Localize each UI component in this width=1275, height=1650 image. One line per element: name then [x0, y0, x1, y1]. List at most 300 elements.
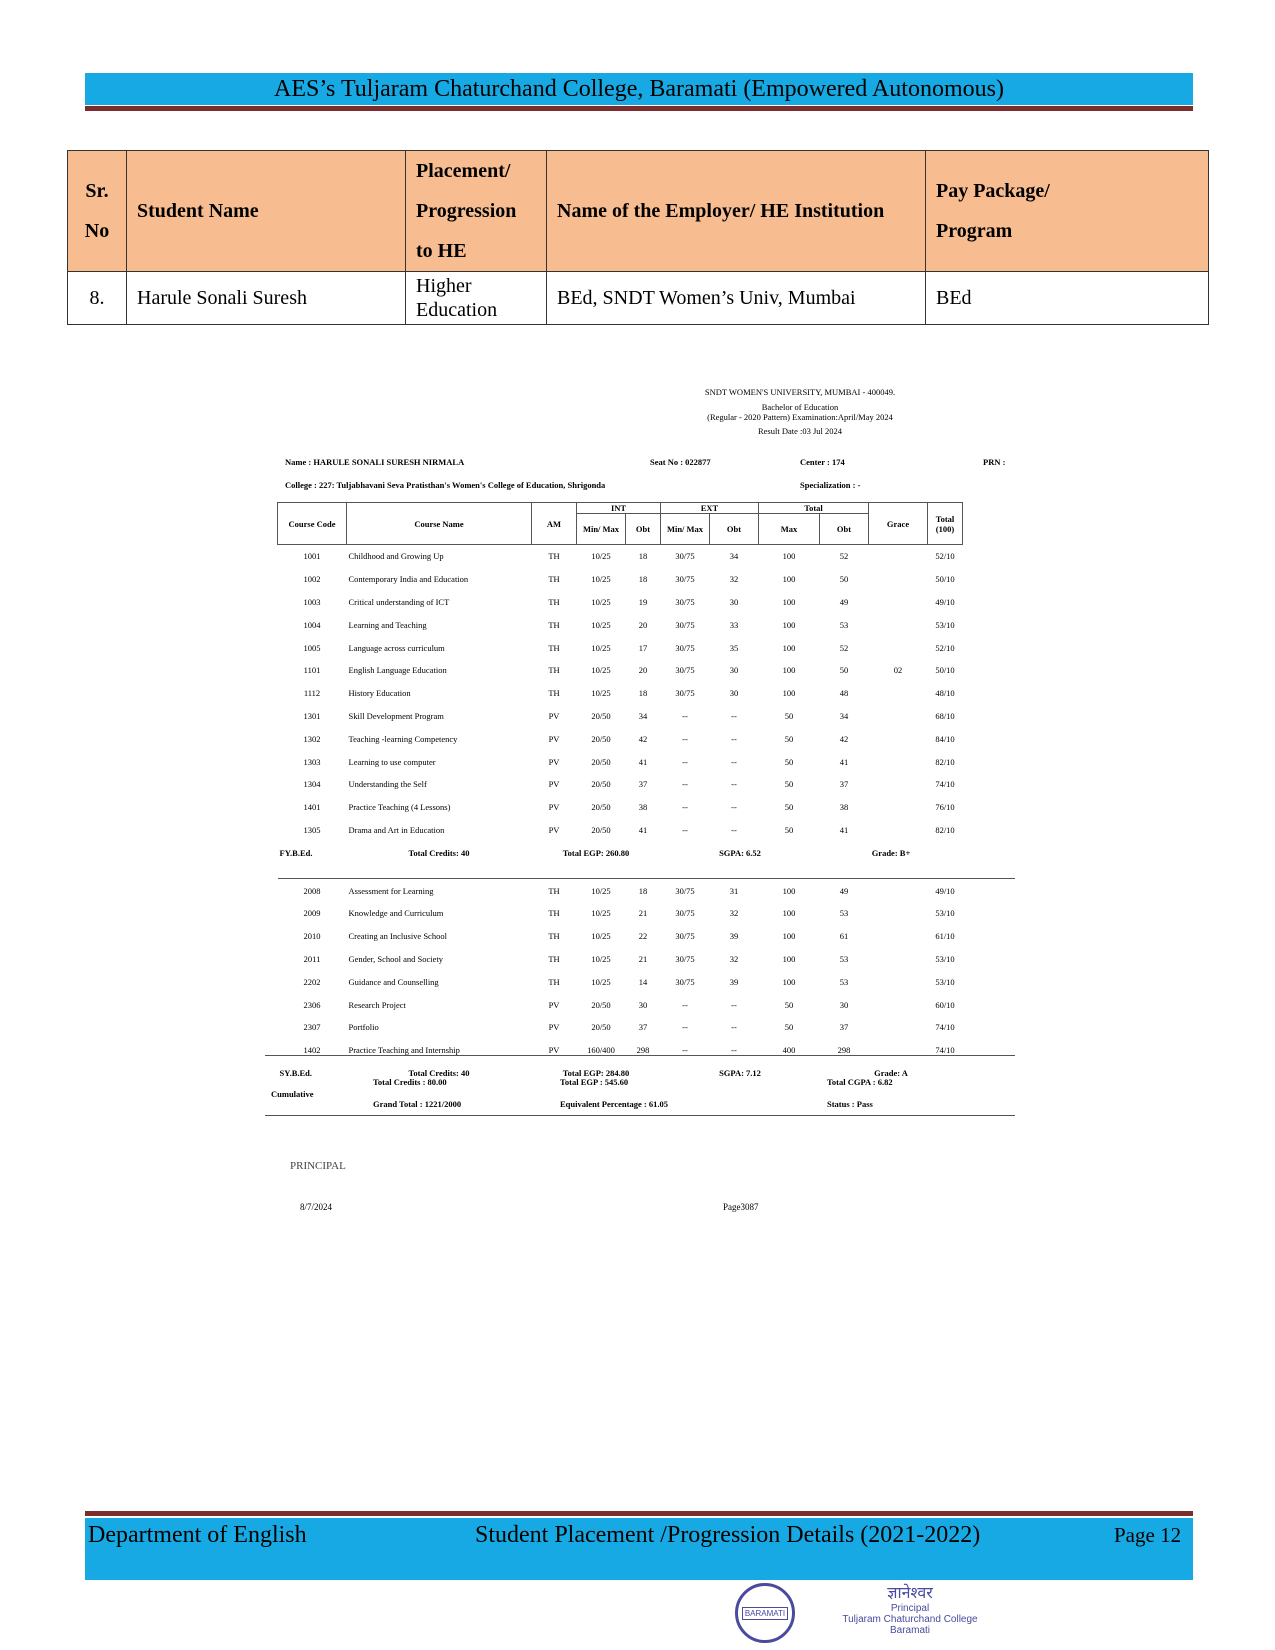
result-cell: 30/75: [675, 953, 695, 964]
result-cell: 1101: [303, 665, 321, 676]
result-cell: 37: [638, 1022, 648, 1033]
footer-page: Page 12: [1114, 1523, 1182, 1547]
col-int-minmax: Min/ Max: [577, 514, 626, 545]
result-cell: --: [682, 733, 688, 744]
result-cell: Teaching -learning Competency: [348, 733, 458, 744]
exam-name: (Regular - 2020 Pattern) Examination:April/May 2024: [707, 412, 893, 422]
result-cell: --: [682, 999, 688, 1010]
result-cell: TH: [548, 976, 560, 987]
result-cell: 52/10: [935, 642, 955, 653]
result-cell: 41: [638, 756, 648, 767]
result-cell: 52/10: [935, 551, 955, 562]
result-cell: Assessment for Learning: [348, 885, 434, 896]
col-course-code: Course Code: [278, 503, 347, 545]
cumulative-bottom-rule: [265, 1115, 1015, 1116]
result-cell: 30/75: [675, 619, 695, 630]
result-cell: --: [682, 802, 688, 813]
result-cell: 49: [839, 885, 849, 896]
result-cell: PV: [548, 999, 560, 1010]
result-cell: --: [731, 1045, 737, 1056]
header-rule: [85, 106, 1193, 111]
result-cell: 33: [729, 619, 739, 630]
result-cell: 10/25: [591, 551, 611, 562]
result-cell: PV: [548, 779, 560, 790]
grace-cell: [869, 613, 928, 636]
result-cell: PV: [548, 802, 560, 813]
results-table: [277, 502, 1015, 1084]
result-cell: 21: [638, 953, 648, 964]
result-cell: 53: [839, 619, 849, 630]
result-cell: 100: [782, 931, 796, 942]
result-cell: --: [731, 1022, 737, 1033]
result-cell: 38: [638, 802, 648, 813]
cell-employer: BEd, SNDT Women’s Univ, Mumbai: [547, 272, 926, 325]
result-cell: 17: [638, 642, 648, 653]
result-cell: 1301: [303, 710, 321, 721]
result-cell: 84/10: [935, 733, 955, 744]
result-cell: 10/25: [591, 688, 611, 699]
col-int: INT: [577, 503, 661, 514]
grace-cell: [869, 879, 928, 902]
grace-cell: [869, 705, 928, 728]
col-total-obt: Obt: [820, 514, 869, 545]
result-row: [278, 613, 1016, 636]
result-cell: 48/10: [935, 688, 955, 699]
result-cell: 30/75: [675, 931, 695, 942]
result-cell: 2011: [303, 953, 321, 964]
result-row: [278, 682, 1016, 705]
result-cell: 160/400: [587, 1045, 615, 1056]
result-cell: 1005: [303, 642, 321, 653]
result-cell: 60/10: [935, 999, 955, 1010]
result-cell: 30: [638, 999, 648, 1010]
result-cell: 20/50: [591, 710, 611, 721]
result-cell: --: [682, 710, 688, 721]
result-cell: 20/50: [591, 756, 611, 767]
sy-sgpa: SGPA: 7.12: [719, 1067, 761, 1078]
grace-cell: [869, 682, 928, 705]
result-cell: 2306: [303, 999, 321, 1010]
marksheet-scan: [265, 370, 1015, 1295]
center: Center : 174: [800, 457, 845, 467]
grace-cell: [869, 925, 928, 948]
grace-cell: [869, 568, 928, 591]
result-cell: 10/25: [591, 976, 611, 987]
result-cell: PV: [548, 710, 560, 721]
result-cell: 10/25: [591, 931, 611, 942]
result-row: [278, 948, 1016, 971]
fy-sgpa: SGPA: 6.52: [719, 847, 761, 858]
placement-header-row: [68, 151, 1209, 272]
result-cell: English Language Education: [348, 665, 447, 676]
result-row: [278, 705, 1016, 728]
result-cell: 1401: [303, 802, 321, 813]
result-cell: 2010: [303, 931, 321, 942]
page-header-title: AES’s Tuljaram Chaturchand College, Baramati (Empowered Autonomous): [274, 76, 1004, 102]
result-cell: 20/50: [591, 999, 611, 1010]
result-cell: 39: [729, 931, 739, 942]
result-cell: TH: [548, 574, 560, 585]
result-cell: 10/25: [591, 665, 611, 676]
cumulative-credits: Total Credits : 80.00: [373, 1077, 447, 1087]
grace-cell: [869, 591, 928, 614]
grace-cell: [869, 948, 928, 971]
result-row: [278, 568, 1016, 591]
result-cell: 35: [729, 642, 739, 653]
result-cell: 1402: [303, 1045, 321, 1056]
result-cell: Understanding the Self: [348, 779, 427, 790]
result-cell: 1305: [303, 824, 321, 835]
result-cell: 34: [839, 710, 849, 721]
signature-role: Principal: [890, 1603, 930, 1614]
result-date: Result Date :03 Jul 2024: [757, 426, 843, 436]
result-cell: 32: [729, 908, 739, 919]
result-cell: 50: [784, 710, 794, 721]
result-cell: 1004: [303, 619, 321, 630]
result-cell: 48: [839, 688, 849, 699]
col-sr-no: Sr. No: [68, 151, 127, 272]
col-course-name: Course Name: [347, 503, 532, 545]
result-cell: 10/25: [591, 642, 611, 653]
result-cell: --: [731, 710, 737, 721]
result-cell: TH: [548, 642, 560, 653]
result-cell: --: [682, 1022, 688, 1033]
result-cell: 10/25: [591, 619, 611, 630]
cumulative-egp: Total EGP : 545.60: [560, 1077, 629, 1087]
signature-college: Tuljaram Chaturchand College: [842, 1614, 978, 1625]
result-cell: 30/75: [675, 976, 695, 987]
footer-department: Department of English: [88, 1522, 307, 1548]
result-cell: 20: [638, 665, 648, 676]
sy-results: [278, 879, 1016, 1062]
result-row: [278, 636, 1016, 659]
result-cell: 76/10: [935, 802, 955, 813]
cell-sr: 8.: [68, 272, 127, 325]
result-cell: 1303: [303, 756, 321, 767]
student-name: Name : HARULE SONALI SURESH NIRMALA: [285, 457, 465, 467]
grace-cell: [869, 727, 928, 750]
result-cell: 1001: [303, 551, 321, 562]
college-seal: BARAMATI: [735, 1583, 795, 1643]
result-cell: Skill Development Program: [348, 710, 444, 721]
result-row: [278, 773, 1016, 796]
result-cell: 50: [784, 733, 794, 744]
result-cell: TH: [548, 665, 560, 676]
result-cell: 1002: [303, 574, 321, 585]
result-cell: 30/75: [675, 665, 695, 676]
result-cell: --: [731, 802, 737, 813]
result-cell: PV: [548, 1045, 560, 1056]
fy-label: FY.B.Ed.: [279, 847, 313, 858]
result-cell: 2009: [303, 908, 321, 919]
result-cell: 100: [782, 976, 796, 987]
result-cell: 298: [837, 1045, 851, 1056]
result-cell: 49: [839, 596, 849, 607]
result-cell: 50: [784, 756, 794, 767]
result-row: [278, 925, 1016, 948]
result-cell: 50/10: [935, 665, 955, 676]
result-cell: 42: [839, 733, 849, 744]
specialization: Specialization : -: [800, 480, 861, 490]
cumulative-status: Status : Pass: [827, 1099, 873, 1109]
result-cell: 21: [638, 908, 648, 919]
result-cell: 10/25: [591, 953, 611, 964]
result-cell: 30: [839, 999, 849, 1010]
sy-label: SY.B.Ed.: [279, 1067, 313, 1078]
result-cell: 2008: [303, 885, 321, 896]
result-cell: Drama and Art in Education: [348, 824, 445, 835]
cumulative-top-rule: [265, 1055, 1015, 1056]
result-cell: 30/75: [675, 885, 695, 896]
result-cell: Knowledge and Curriculum: [348, 908, 444, 919]
result-row: [278, 879, 1016, 902]
cell-name: Harule Sonali Suresh: [127, 272, 406, 325]
scan-page-number: Page3087: [723, 1202, 759, 1212]
result-cell: 30: [729, 688, 739, 699]
result-cell: 50: [839, 574, 849, 585]
result-cell: 18: [638, 574, 648, 585]
result-cell: --: [731, 824, 737, 835]
col-total-100: Total (100): [928, 503, 963, 545]
result-cell: 100: [782, 619, 796, 630]
result-cell: TH: [548, 885, 560, 896]
result-cell: --: [731, 779, 737, 790]
result-cell: 1304: [303, 779, 321, 790]
grace-cell: 02: [893, 665, 903, 676]
result-cell: 100: [782, 574, 796, 585]
result-cell: 1302: [303, 733, 321, 744]
seat-no: Seat No : 022877: [650, 457, 711, 467]
result-cell: 20/50: [591, 733, 611, 744]
result-cell: 53/10: [935, 619, 955, 630]
col-ext-minmax: Min/ Max: [661, 514, 710, 545]
result-cell: --: [682, 824, 688, 835]
result-cell: 41: [839, 756, 849, 767]
result-cell: 50: [784, 779, 794, 790]
print-date: 8/7/2024: [300, 1202, 333, 1212]
result-cell: 30/75: [675, 688, 695, 699]
result-cell: 49/10: [935, 885, 955, 896]
result-cell: 18: [638, 551, 648, 562]
result-cell: 30/75: [675, 596, 695, 607]
result-cell: 100: [782, 665, 796, 676]
result-cell: --: [682, 779, 688, 790]
result-row: [278, 819, 1016, 842]
col-grace: Grace: [869, 503, 928, 545]
result-cell: 42: [638, 733, 648, 744]
table-row: [68, 272, 1209, 325]
sy-credits: Total Credits: 40: [408, 1067, 470, 1078]
result-cell: 68/10: [935, 710, 955, 721]
result-cell: 41: [839, 824, 849, 835]
result-cell: 2202: [303, 976, 321, 987]
result-cell: 30/75: [675, 642, 695, 653]
grace-cell: [869, 636, 928, 659]
grace-cell: [869, 1039, 928, 1062]
result-cell: Gender, School and Society: [348, 953, 444, 964]
result-cell: 18: [638, 688, 648, 699]
result-cell: 53/10: [935, 953, 955, 964]
signature-city: Baramati: [889, 1625, 930, 1636]
result-cell: TH: [548, 908, 560, 919]
result-cell: Creating an Inclusive School: [348, 931, 447, 942]
result-cell: 10/25: [591, 885, 611, 896]
result-cell: 298: [636, 1045, 650, 1056]
result-cell: 30/75: [675, 574, 695, 585]
result-cell: 10/25: [591, 596, 611, 607]
grace-cell: [869, 796, 928, 819]
result-cell: 100: [782, 551, 796, 562]
result-cell: 30/75: [675, 551, 695, 562]
result-cell: TH: [548, 551, 560, 562]
result-cell: Practice Teaching and Internship: [348, 1045, 460, 1056]
result-cell: Learning to use computer: [348, 756, 436, 767]
col-int-obt: Obt: [626, 514, 661, 545]
signature-script: ज्ञानेश्वर: [887, 1583, 933, 1602]
degree-name: Bachelor of Education: [761, 402, 839, 412]
result-cell: 30/75: [675, 908, 695, 919]
col-total: Total: [759, 503, 869, 514]
result-cell: 19: [638, 596, 648, 607]
result-cell: 34: [638, 710, 648, 721]
result-cell: 41: [638, 824, 648, 835]
result-cell: 100: [782, 688, 796, 699]
result-cell: 100: [782, 953, 796, 964]
result-cell: --: [731, 999, 737, 1010]
result-row: [278, 727, 1016, 750]
result-cell: 61/10: [935, 931, 955, 942]
result-row: [278, 659, 1016, 682]
col-employer: Name of the Employer/ HE Institution: [547, 151, 926, 272]
result-cell: 20/50: [591, 779, 611, 790]
result-row: [278, 796, 1016, 819]
result-cell: 1003: [303, 596, 321, 607]
result-cell: 53/10: [935, 976, 955, 987]
footer-title: Student Placement /Progression Details (2021-2022): [475, 1522, 981, 1548]
grace-cell: [869, 545, 928, 568]
result-cell: TH: [548, 619, 560, 630]
fy-grade: Grade: B+: [871, 847, 911, 858]
result-row: [278, 545, 1016, 568]
result-cell: 22: [638, 931, 648, 942]
result-cell: 100: [782, 642, 796, 653]
cumulative-percentage: Equivalent Percentage : 61.05: [560, 1099, 668, 1109]
fy-results: [278, 545, 1016, 842]
result-cell: 37: [839, 1022, 849, 1033]
result-cell: 2307: [303, 1022, 321, 1033]
result-cell: Childhood and Growing Up: [348, 551, 444, 562]
result-cell: Guidance and Counselling: [348, 976, 439, 987]
grace-cell: [869, 993, 928, 1016]
result-cell: History Education: [348, 688, 411, 699]
grace-cell: [869, 1016, 928, 1039]
principal-signature: [840, 1583, 980, 1636]
result-cell: TH: [548, 688, 560, 699]
result-cell: 20/50: [591, 802, 611, 813]
university-name: SNDT WOMEN'S UNIVERSITY, MUMBAI - 400049.: [704, 387, 896, 397]
result-row: [278, 591, 1016, 614]
col-ext: EXT: [661, 503, 759, 514]
fy-summary: [278, 841, 1016, 878]
grace-cell: [869, 750, 928, 773]
col-pay-package: Pay Package/ Program: [926, 151, 1209, 272]
result-cell: 1112: [303, 688, 321, 699]
result-cell: 34: [729, 551, 739, 562]
result-cell: 74/10: [935, 1045, 955, 1056]
result-cell: 20: [638, 619, 648, 630]
result-cell: Learning and Teaching: [348, 619, 427, 630]
result-cell: 49/10: [935, 596, 955, 607]
result-cell: Contemporary India and Education: [348, 574, 469, 585]
result-cell: 30: [729, 596, 739, 607]
result-cell: PV: [548, 756, 560, 767]
result-row: [278, 750, 1016, 773]
result-row: [278, 902, 1016, 925]
placement-table: [67, 150, 1209, 325]
result-cell: PV: [548, 824, 560, 835]
result-cell: 39: [729, 976, 739, 987]
col-total-max: Max: [759, 514, 820, 545]
result-cell: 37: [638, 779, 648, 790]
result-cell: 10/25: [591, 574, 611, 585]
result-cell: 53: [839, 953, 849, 964]
cell-pay: BEd: [926, 272, 1209, 325]
result-cell: 30: [729, 665, 739, 676]
result-cell: TH: [548, 953, 560, 964]
cumulative-cgpa: Total CGPA : 6.82: [827, 1077, 893, 1087]
grace-cell: [869, 970, 928, 993]
sy-egp: Total EGP: 284.80: [562, 1067, 630, 1078]
col-am: AM: [532, 503, 577, 545]
fy-credits: Total Credits: 40: [408, 847, 470, 858]
result-cell: 74/10: [935, 779, 955, 790]
result-cell: --: [682, 756, 688, 767]
result-cell: 50: [784, 824, 794, 835]
result-cell: 400: [782, 1045, 796, 1056]
result-row: [278, 970, 1016, 993]
result-cell: 50: [784, 1022, 794, 1033]
result-cell: 14: [638, 976, 648, 987]
result-row: [278, 1016, 1016, 1039]
col-ext-obt: Obt: [710, 514, 759, 545]
result-cell: 37: [839, 779, 849, 790]
result-cell: 50: [784, 802, 794, 813]
col-placement: Placement/ Progression to HE: [406, 151, 547, 272]
result-cell: Critical understanding of ICT: [348, 596, 450, 607]
result-cell: 50: [839, 665, 849, 676]
result-cell: 53: [839, 908, 849, 919]
result-cell: 18: [638, 885, 648, 896]
result-cell: 100: [782, 885, 796, 896]
result-cell: --: [731, 733, 737, 744]
result-cell: 50/10: [935, 574, 955, 585]
result-cell: TH: [548, 931, 560, 942]
result-cell: 82/10: [935, 824, 955, 835]
grace-cell: [869, 819, 928, 842]
result-cell: 20/50: [591, 1022, 611, 1033]
result-cell: PV: [548, 733, 560, 744]
result-cell: 20/50: [591, 824, 611, 835]
result-cell: TH: [548, 596, 560, 607]
cumulative-label: Cumulative: [271, 1089, 314, 1099]
result-cell: --: [731, 756, 737, 767]
result-cell: 53/10: [935, 908, 955, 919]
grace-cell: [869, 773, 928, 796]
college-name: College : 227: Tuljabhavani Seva Pratisthan's Women's College of Education, Shrigonda: [285, 480, 606, 490]
result-cell: 52: [839, 551, 849, 562]
result-cell: 100: [782, 908, 796, 919]
result-cell: 74/10: [935, 1022, 955, 1033]
